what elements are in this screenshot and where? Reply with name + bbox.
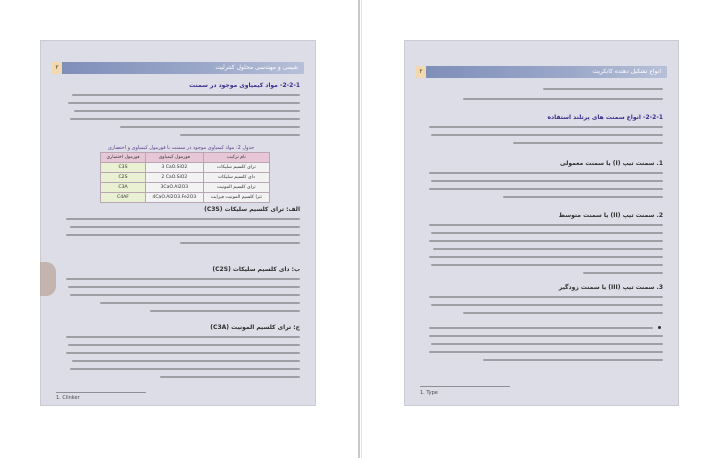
text-line bbox=[429, 351, 663, 353]
text-line bbox=[150, 310, 300, 312]
text-line bbox=[70, 118, 300, 120]
text-line bbox=[431, 232, 663, 234]
cell-formula: 4CaO.Al2O3.Fe2O3 bbox=[146, 193, 204, 203]
text-line bbox=[429, 296, 663, 298]
thumb-shadow bbox=[40, 262, 56, 296]
text-line bbox=[483, 359, 663, 361]
left-page-number: ۲ bbox=[52, 62, 62, 74]
cell-name: دای کلسیم سلیکات bbox=[203, 173, 269, 183]
text-line bbox=[429, 224, 663, 226]
cell-abbr: C3A bbox=[101, 183, 146, 193]
cell-name: ترای کلسیم المونیت bbox=[203, 183, 269, 193]
right-page-header bbox=[416, 66, 667, 78]
table-row bbox=[101, 163, 270, 173]
text-line bbox=[70, 368, 300, 370]
text-line bbox=[68, 102, 300, 104]
cement-compounds-table bbox=[100, 152, 270, 203]
right-page-number: ۲ bbox=[416, 66, 426, 78]
table-caption: جدول 2: مواد کیمیاوی موجود در سمنت با فورمول کیمیاوی و اختصاری bbox=[107, 145, 255, 151]
text-line bbox=[66, 218, 300, 220]
left-subheading-c3a: ج: ترای کلسیم المونیت (C3A) bbox=[210, 324, 300, 331]
cell-name: تترا کلسیم المونیت فیرایت bbox=[203, 193, 269, 203]
text-line bbox=[120, 126, 300, 128]
text-line bbox=[431, 264, 663, 266]
left-footnote: 1. Clinker bbox=[56, 395, 80, 401]
cell-formula: 2 CaO.SiO2 bbox=[146, 173, 204, 183]
right-subheading-type1: 1. سمنت تیپ (I) یا سمنت معمولی bbox=[560, 160, 663, 167]
right-subheading-type2: 2. سمنت تیپ (II) یا سمنت متوسط bbox=[558, 212, 663, 219]
center-divider bbox=[358, 0, 360, 458]
table-header-formula: فورمول کیمیاوی bbox=[146, 153, 204, 163]
right-subheading-type3: 3. سمنت تیپ (III) یا سمنت زودگیر bbox=[558, 284, 663, 291]
text-line bbox=[431, 180, 663, 182]
text-line bbox=[429, 126, 663, 128]
text-line bbox=[72, 360, 300, 362]
text-line bbox=[160, 376, 300, 378]
text-line bbox=[429, 172, 663, 174]
text-line bbox=[429, 256, 663, 258]
text-line bbox=[429, 188, 663, 190]
right-section-heading: 2-2-1- انواع سمنت های پرتلند استفاده bbox=[547, 114, 663, 121]
text-line bbox=[583, 272, 663, 274]
footnote-rule bbox=[56, 392, 146, 393]
left-page-header bbox=[52, 62, 304, 74]
text-line bbox=[431, 304, 663, 306]
text-line bbox=[543, 88, 663, 90]
cell-formula: 3 CaO.SiO2 bbox=[146, 163, 204, 173]
text-line bbox=[66, 352, 300, 354]
text-line bbox=[66, 234, 300, 236]
cell-name: ترای کلسیم سلیکات bbox=[203, 163, 269, 173]
text-line bbox=[180, 242, 300, 244]
text-line bbox=[100, 302, 300, 304]
text-line bbox=[431, 343, 663, 345]
text-line bbox=[180, 134, 300, 136]
text-line bbox=[429, 335, 663, 337]
bullet-point bbox=[658, 326, 661, 329]
text-line bbox=[503, 196, 663, 198]
text-line bbox=[429, 240, 663, 242]
text-line bbox=[463, 312, 663, 314]
cell-formula: 3CaO.Al2O3 bbox=[146, 183, 204, 193]
cell-abbr: C4AF bbox=[101, 193, 146, 203]
left-section-heading: 2-2-1- مواد کیمیاوی موجود در سمنت bbox=[189, 82, 300, 89]
text-line bbox=[70, 294, 300, 296]
table-row bbox=[101, 183, 270, 193]
left-subheading-c3s: الف: ترای کلسیم سلیکات (C3S) bbox=[204, 206, 300, 213]
table-row bbox=[101, 173, 270, 183]
cell-abbr: C2S bbox=[101, 173, 146, 183]
left-page bbox=[40, 40, 316, 406]
left-subheading-c2s: ب: دای کلسیم سلیکات (C2S) bbox=[212, 266, 300, 273]
right-page bbox=[404, 40, 679, 406]
cell-abbr: C3S bbox=[101, 163, 146, 173]
table-row bbox=[101, 193, 270, 203]
text-line bbox=[433, 248, 663, 250]
text-line bbox=[68, 344, 300, 346]
text-line bbox=[429, 327, 653, 329]
text-line bbox=[68, 286, 300, 288]
left-page-header-title: شیمی و مهندسی محلول کنترلیت bbox=[215, 64, 298, 71]
right-page-header-title: انواع تشکیل دهنده کانکریت bbox=[592, 68, 661, 75]
center-divider-shadow bbox=[361, 0, 362, 458]
text-line bbox=[74, 110, 300, 112]
text-line bbox=[72, 94, 300, 96]
table-header-abbr: فورمول اختصاری bbox=[101, 153, 146, 163]
text-line bbox=[463, 98, 663, 100]
footnote-rule bbox=[420, 386, 510, 387]
table-header-name: نام ترکیب bbox=[203, 153, 269, 163]
text-line bbox=[66, 336, 300, 338]
text-line bbox=[513, 142, 663, 144]
text-line bbox=[70, 226, 300, 228]
text-line bbox=[66, 278, 300, 280]
text-line bbox=[431, 134, 663, 136]
right-footnote: 1. Type bbox=[420, 390, 438, 396]
